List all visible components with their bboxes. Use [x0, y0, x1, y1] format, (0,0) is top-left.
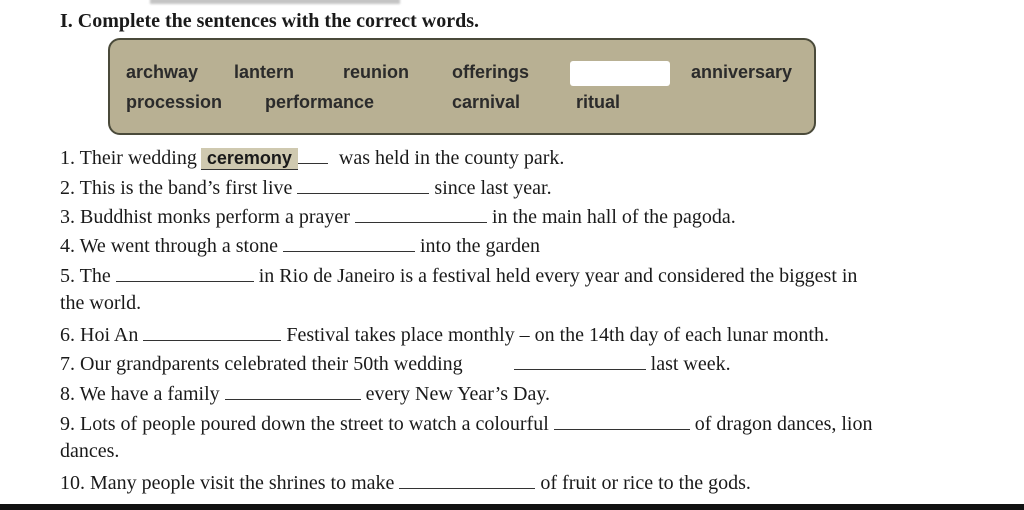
sentence-text: 2. This is the band’s first live: [60, 177, 293, 199]
sentence-8: [60, 381, 550, 406]
sentence-text: 8. We have a family: [60, 383, 220, 405]
answer-blank[interactable]: [283, 233, 415, 252]
sentence-text: 4. We went through a stone: [60, 235, 278, 257]
sentence-text: of fruit or rice to the gods.: [540, 472, 751, 494]
answer-blank[interactable]: [399, 470, 535, 489]
sentence-text: in Rio de Janeiro is a festival held every year and considered the biggest in: [258, 265, 858, 287]
sentence-text: every New Year’s Day.: [365, 383, 551, 405]
word-archway: archway: [126, 62, 199, 82]
word-performance: performance: [265, 92, 375, 112]
sentence-7: [60, 351, 731, 376]
answer-blank: [298, 145, 328, 164]
answer-ceremony: ceremony: [201, 148, 298, 170]
sentence-text: in the main hall of the pagoda.: [491, 206, 736, 228]
removed-word-patch: [570, 61, 670, 86]
sentence-1: [60, 145, 564, 170]
sentence-text: 6. Hoi An: [60, 324, 139, 346]
bottom-edge-bar: [0, 504, 1024, 510]
answer-blank[interactable]: [143, 322, 281, 341]
word-bank: [108, 38, 816, 135]
answer-blank[interactable]: [355, 204, 487, 223]
word-anniversary: anniversary: [691, 62, 793, 82]
sentence-text: was held in the county park.: [338, 147, 565, 169]
sentence-2: [60, 175, 552, 200]
word-ritual: ritual: [576, 92, 621, 112]
sentence-10: [60, 470, 751, 495]
sentence-text: 3. Buddhist monks perform a prayer: [60, 206, 350, 228]
sentence-5: [60, 263, 857, 288]
sentence-text: last week.: [650, 353, 731, 375]
sentence-text: into the garden: [419, 235, 540, 257]
word-carnival: carnival: [452, 92, 521, 112]
sentence-text: of dragon dances, lion: [694, 413, 873, 435]
word-offerings: offerings: [452, 62, 530, 82]
sentence-text: 10. Many people visit the shrines to make: [60, 472, 395, 494]
sentence-9: [60, 411, 872, 436]
sentence-text: 1. Their wedding: [60, 147, 197, 169]
answer-blank[interactable]: [554, 411, 690, 430]
word-lantern: lantern: [234, 62, 295, 82]
sentence-text: 9. Lots of people poured down the street to watch a colourful: [60, 413, 549, 435]
answer-blank[interactable]: [225, 381, 361, 400]
sentence-3: [60, 204, 736, 229]
word-procession: procession: [126, 92, 223, 112]
word-reunion: reunion: [343, 62, 409, 82]
answer-blank[interactable]: [297, 175, 429, 194]
sentence-6: [60, 322, 829, 347]
sentence-5-continued: [60, 292, 141, 315]
answer-blank[interactable]: [116, 263, 254, 282]
sentence-9-continued: [60, 440, 119, 463]
exercise-heading: I. Complete the sentences with the correct words.: [60, 10, 479, 32]
cropped-top-heading: [0, 0, 1024, 6]
sentence-text: 5. The: [60, 265, 111, 287]
sentence-4: [60, 233, 540, 258]
sentence-text: 7. Our grandparents celebrated their 50th wedding: [60, 353, 463, 375]
answer-blank[interactable]: [514, 351, 646, 370]
sentence-text: dances.: [60, 440, 120, 462]
sentence-text: Festival takes place monthly – on the 14th day of each lunar month.: [286, 324, 829, 346]
sentence-text: since last year.: [434, 177, 552, 199]
sentence-text: the world.: [60, 292, 142, 314]
